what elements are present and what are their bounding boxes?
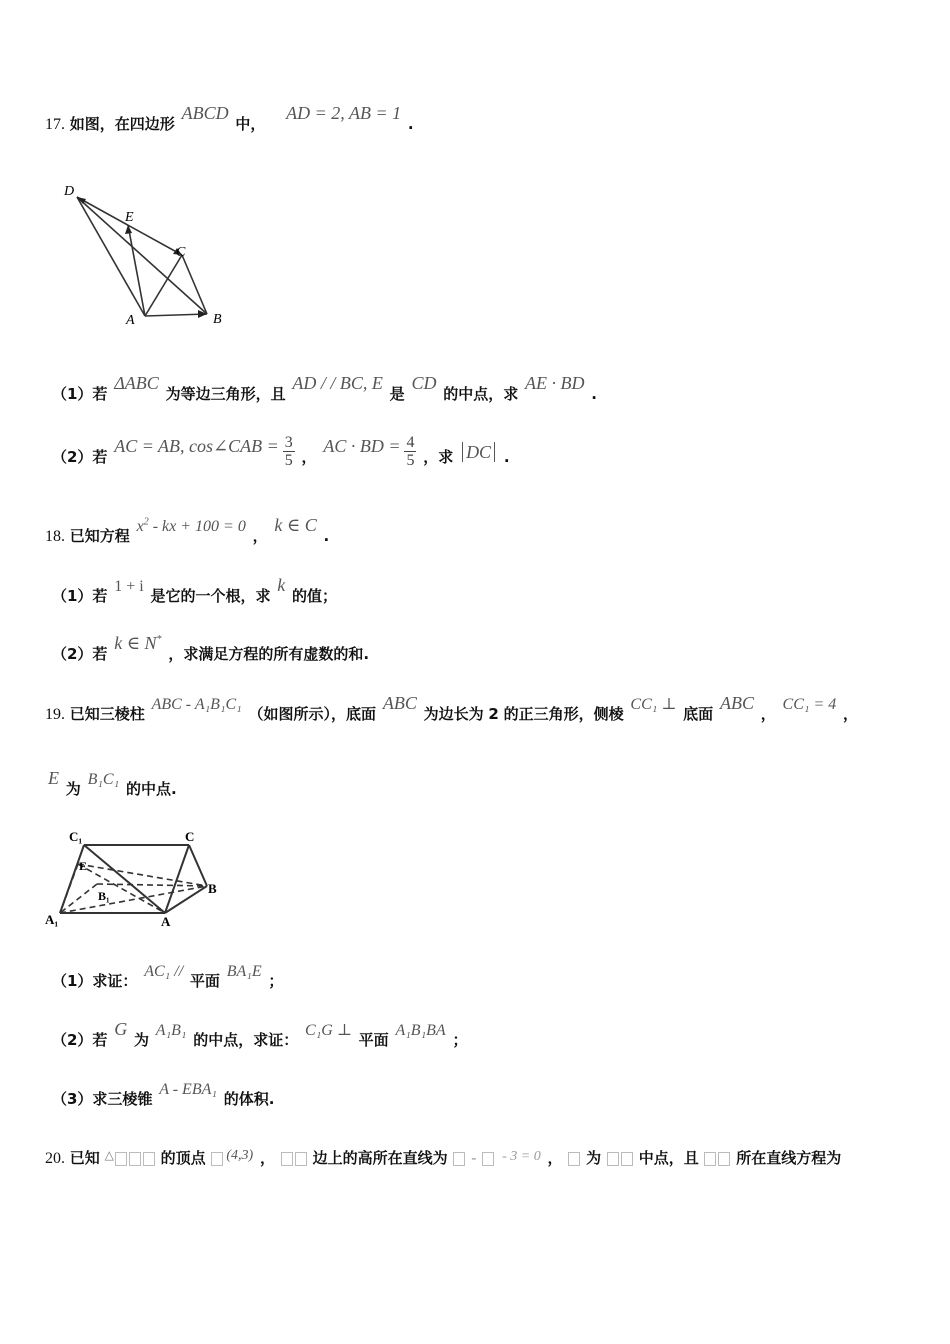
- q17-p2-frac1-den: 5: [284, 452, 293, 469]
- q18-eq-exp: 2: [143, 516, 149, 528]
- q19-prism: ABC - A₁B₁C₁: [151, 696, 242, 713]
- q17-label-e: E: [125, 210, 134, 225]
- q20-glyph-1: [115, 1152, 127, 1166]
- q20-tri: △: [104, 1148, 114, 1162]
- q17-p1-t1: 为等边三角形，且: [165, 385, 286, 403]
- q17-p1-t3: 的中点，求: [443, 385, 519, 403]
- q17-label-a: A: [126, 313, 135, 328]
- q18-part1: [52, 575, 338, 606]
- q17-intro: 如图，在四边形: [69, 115, 175, 133]
- q17-quad: ABCD: [181, 103, 229, 123]
- q19-label-b1: B₁: [98, 889, 110, 903]
- q19-line2-e: E: [48, 768, 59, 788]
- q18-p1-root: 1 + i: [114, 578, 144, 595]
- q19-label-c: C: [185, 829, 195, 844]
- q18-p1-t1: 是它的一个根，求: [150, 587, 271, 605]
- q19-t4: 底面: [683, 705, 714, 723]
- q20-glyph-4: [211, 1152, 223, 1166]
- q19-stem: [45, 693, 859, 724]
- q19-base: ABC: [382, 693, 417, 713]
- q17-number: 17.: [45, 116, 65, 133]
- q18-part2: [52, 633, 370, 664]
- q20-glyph-10: [607, 1152, 619, 1166]
- q17-given: AD = 2, AB = 1: [286, 103, 402, 123]
- q20-stem: [45, 1147, 841, 1168]
- q19-line2-seg: B₁C₁: [87, 771, 120, 788]
- q19-line2-t2: 的中点.: [125, 780, 177, 798]
- q17-p1-tag: （1）若: [52, 385, 108, 403]
- q19-p2-plane: A₁B₁BA: [395, 1022, 446, 1039]
- q20-minus: -: [471, 1149, 477, 1167]
- q17-p1-seg: CD: [411, 373, 437, 393]
- q17-p2-frac2-den: 5: [406, 452, 415, 469]
- q19-edge: CC₁ ⊥: [630, 696, 677, 713]
- q20-t5: ，: [547, 1149, 563, 1167]
- q18-p2-cond: k ∈ N: [114, 633, 157, 653]
- q19-p2-expr: C₁G ⊥: [305, 1022, 352, 1039]
- q19-label-a1: A₁: [45, 912, 59, 927]
- q20-t1: 已知: [69, 1149, 100, 1167]
- q18-cond: k ∈ C: [274, 515, 317, 535]
- q19-part3: [52, 1081, 275, 1109]
- q17-p2-end: .: [503, 448, 510, 466]
- q18-end: .: [323, 527, 330, 545]
- q19-p2-t3: 平面: [358, 1031, 389, 1049]
- q18-sep: ，: [252, 527, 268, 545]
- q19-number: 19.: [45, 706, 65, 723]
- q19-p2-seg: A₁B₁: [155, 1022, 187, 1039]
- q19-t2: 为边长为: [423, 705, 484, 723]
- q19-label-c1: C₁: [69, 829, 83, 844]
- q18-stem: [45, 515, 330, 546]
- q20-t4: 边上的高所在直线为: [312, 1149, 448, 1167]
- q18-eq-post: - kx + 100 = 0: [148, 518, 246, 535]
- q19-p1-tag: （1）求证：: [52, 972, 138, 990]
- q17-p2-tag: （2）若: [52, 448, 108, 466]
- q20-glyph-12: [704, 1152, 716, 1166]
- q20-t3: ，: [260, 1149, 276, 1167]
- q18-p2-cond-wrap: [112, 633, 163, 653]
- q19-figure: [42, 828, 227, 928]
- q19-p2-t2: 的中点，求证：: [193, 1031, 299, 1049]
- q19-two: 2: [488, 705, 499, 723]
- q20-glyph-6: [295, 1152, 307, 1166]
- q20-number: 20.: [45, 1150, 65, 1167]
- q17-stem: [45, 103, 414, 134]
- q19-line2: [46, 768, 177, 799]
- q19-p3-tag: （3）求三棱锥: [52, 1090, 153, 1108]
- q20-pt: (4,3): [226, 1148, 254, 1163]
- q20-t2: 的顶点: [160, 1149, 206, 1167]
- q19-p2-end: ；: [452, 1031, 468, 1049]
- q17-p1-end: .: [591, 385, 597, 403]
- q17-p2-frac1: [283, 434, 295, 469]
- q17-p1-tri: ΔABC: [114, 373, 159, 393]
- q19-p2-g: G: [114, 1019, 128, 1039]
- q17-part2: [52, 434, 510, 475]
- q17-p2-frac1-num: 3: [284, 434, 293, 451]
- q19-base2: ABC: [719, 693, 754, 713]
- q19-line2-t1: 为: [65, 780, 81, 798]
- q20-t6: 为: [586, 1149, 602, 1167]
- q17-end: .: [407, 115, 414, 133]
- q17-label-d: D: [64, 184, 75, 199]
- q19-len: CC₁ = 4: [782, 696, 837, 713]
- q20-glyph-3: [143, 1152, 155, 1166]
- q19-part2: [52, 1019, 468, 1050]
- q20-glyph-7: [453, 1152, 465, 1166]
- q20-glyph-8: [482, 1152, 494, 1166]
- q19-label-e: E: [79, 859, 88, 873]
- q17-p2-cond2: AC · BD =: [323, 436, 401, 456]
- q18-p2-t1: ，求满足方程的所有虚数的和.: [168, 645, 370, 663]
- q18-p1-t2: 的值；: [292, 587, 338, 605]
- q18-p1-tag: （1）若: [52, 587, 108, 605]
- q19-label-b: B: [208, 881, 217, 896]
- q18-eq-pre: x: [136, 518, 144, 535]
- q18-p2-tag: （2）若: [52, 645, 108, 663]
- q20-eq: - 3 = 0: [502, 1149, 541, 1164]
- q19-p2-tag: （2）若: [52, 1031, 108, 1049]
- q19-p1-end: ；: [268, 972, 284, 990]
- q20-glyph-5: [281, 1152, 293, 1166]
- q17-p2-frac2-num: 4: [406, 434, 415, 451]
- q18-p1-k: k: [277, 575, 286, 595]
- q20-glyph-11: [621, 1152, 633, 1166]
- q17-figure: [55, 175, 240, 335]
- q20-t7: 中点，且: [638, 1149, 699, 1167]
- q17-p2-t1: ，求: [423, 448, 454, 466]
- q20-glyph-9: [568, 1152, 580, 1166]
- q19-part1: [52, 963, 284, 991]
- q19-p3-pyr: A - EBA₁: [159, 1081, 217, 1098]
- q19-t1: （如图所示），底面: [248, 705, 377, 723]
- q19-p3-t1: 的体积.: [223, 1090, 275, 1108]
- q19-sep: ，: [760, 705, 776, 723]
- q17-p2-frac2: [404, 434, 416, 469]
- q17-part1: [52, 373, 597, 404]
- q19-p1-expr: AC₁ //: [144, 963, 184, 980]
- q17-label-b: B: [213, 312, 222, 327]
- q19-p2-t1: 为: [134, 1031, 150, 1049]
- q18-number: 18.: [45, 528, 65, 545]
- q20-glyph-13: [718, 1152, 730, 1166]
- q17-mid: 中，: [235, 115, 266, 133]
- q17-p2-cond: AC = AB, cos∠CAB =: [114, 436, 279, 456]
- q19-t3: 的正三角形，侧棱: [503, 705, 624, 723]
- q17-label-c: C: [176, 245, 186, 260]
- q18-equation: [135, 518, 248, 535]
- q19-p1-t1: 平面: [189, 972, 220, 990]
- q19-label-a: A: [161, 914, 171, 928]
- q17-p2-sep: ，: [301, 448, 317, 466]
- q19-comma: ，: [843, 705, 859, 723]
- q19-intro: 已知三棱柱: [69, 705, 145, 723]
- q18-p2-star: *: [156, 634, 162, 645]
- q17-p1-cond: AD / / BC, E: [292, 373, 383, 393]
- q18-intro: 已知方程: [69, 527, 130, 545]
- q20-glyph-2: [129, 1152, 141, 1166]
- q20-t8: 所在直线方程为: [736, 1149, 842, 1167]
- q17-p1-t2: 是: [389, 385, 405, 403]
- q19-p1-plane: BA₁E: [226, 963, 262, 980]
- q17-p2-absval: DC: [462, 442, 495, 462]
- q17-p1-expr: AE · BD: [525, 373, 585, 393]
